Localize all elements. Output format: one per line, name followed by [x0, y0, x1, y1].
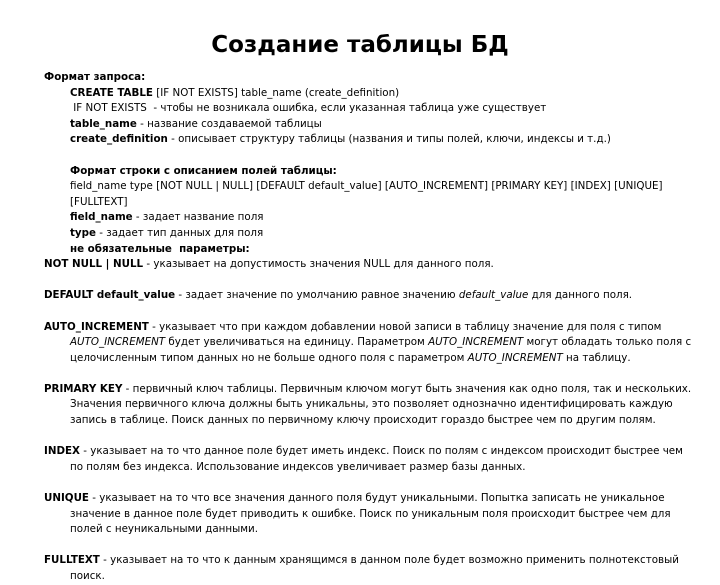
create-definition-desc: - описывает структуру таблицы (названия и типы полей, ключи, индексы и т.д.) [167, 133, 611, 146]
auto-increment-desc-b: будет увеличиваться на единицу. Параметром [165, 336, 429, 349]
table-name-line [44, 117, 694, 133]
fulltext-paragraph [44, 553, 694, 584]
auto-increment-desc-a: - указывает что при каждом добавлении новой записи в таблицу значение для поля с типом [148, 320, 662, 333]
spacer [44, 273, 694, 289]
optional-params-label: не обязательные параметры: [70, 242, 250, 255]
unique-desc: - указывает на то что все значения данного поля будут уникальными. Попытка записать не уникальное значение в данное поле будет приводить к ошибке. Поиск по уникальным поля происходит быстрее чем для полей с неуникальными данными. [70, 492, 671, 536]
auto-increment-italic-2: AUTO_INCREMENT [428, 336, 524, 349]
create-keyword: CREATE TABLE [70, 86, 153, 99]
unique-keyword: UNIQUE [44, 492, 89, 505]
type-line [44, 226, 694, 242]
spacer [44, 366, 694, 382]
field-syntax-2: [FULLTEXT] [70, 195, 128, 208]
primary-key-paragraph [44, 382, 694, 429]
not-null-line [44, 257, 694, 273]
field-syntax-1: field_name type [NOT NULL | NULL] [DEFAULT default_value] [AUTO_INCREMENT] [PRIMARY KEY] [INDEX] [UNIQUE] [70, 180, 663, 193]
default-line [44, 288, 694, 304]
table-name-keyword: table_name [70, 117, 137, 130]
create-definition-line [44, 132, 694, 148]
primary-key-desc: - первичный ключ таблицы. Первичным ключом могут быть значения как одно поля, так и нескольких. Значения первичного ключа должны быть уникальны, это позволяет однозначно идентифицировать каждую запись в таблице. Поиск данных по первичному ключу происходит гораздо быстрее чем по другим полям. [70, 382, 692, 427]
spacer [44, 304, 694, 320]
index-paragraph [44, 444, 694, 475]
not-null-desc: - указывает на допустимость значения NULL для данного поля. [143, 258, 494, 271]
table-name-desc: - название создаваемой таблицы [136, 117, 322, 130]
fulltext-desc: - указывает на то что к данным хранящимся в данном поле будет возможно применить полнотекстовый поиск. [70, 554, 679, 582]
create-syntax-rest: [IF NOT EXISTS] table_name (create_definition) [152, 86, 400, 99]
page-title: Создание таблицы БД [211, 32, 509, 58]
slide-body [44, 70, 694, 585]
if-not-exists-text: IF NOT EXISTS - чтобы не возникала ошибка, если указанная таблица уже существует [70, 102, 547, 115]
field-name-desc: - задает название поля [132, 211, 264, 224]
default-desc-a: - задает значение по умолчанию равное значению [175, 289, 459, 302]
type-desc: - задает тип данных для поля [96, 226, 264, 239]
field-name-keyword: field_name [70, 211, 133, 224]
field-format-label: Формат строки с описанием полей таблицы: [70, 164, 337, 177]
index-keyword: INDEX [44, 445, 80, 458]
field-syntax-line-1 [44, 179, 694, 195]
field-name-line [44, 210, 694, 226]
default-desc-b: для данного поля. [528, 289, 633, 302]
auto-increment-desc-c: могут обладать только поля с целочисленным типом данных но не больше одного поля с параметром [70, 336, 692, 364]
index-desc: - указывает на то что данное поле будет иметь индекс. Поиск по полям с индексом происходит быстрее чем по полям без индекса. Использование индексов увеличивает размер базы данных. [70, 445, 683, 473]
format-label-line [44, 70, 694, 86]
type-keyword: type [70, 226, 96, 239]
spacer [44, 429, 694, 445]
create-definition-keyword: create_definition [70, 133, 168, 146]
auto-increment-desc-d: на таблицу. [562, 351, 631, 364]
format-label: Формат запроса: [44, 71, 146, 83]
default-keyword: DEFAULT default_value [44, 289, 176, 302]
field-format-label-line [44, 164, 694, 180]
optional-params-line [44, 242, 694, 258]
not-null-keyword: NOT NULL | NULL [44, 258, 144, 271]
spacer [44, 148, 694, 164]
unique-paragraph [44, 491, 694, 538]
auto-increment-keyword: AUTO_INCREMENT [44, 320, 149, 333]
auto-increment-paragraph [44, 320, 694, 367]
fulltext-keyword: FULLTEXT [44, 554, 100, 567]
create-syntax-line [44, 86, 694, 102]
default-desc-italic: default_value [458, 289, 529, 302]
auto-increment-italic-1: AUTO_INCREMENT [70, 336, 166, 349]
primary-key-keyword: PRIMARY KEY [44, 382, 123, 395]
if-not-exists-line [44, 101, 694, 117]
field-syntax-line-2 [44, 195, 694, 211]
auto-increment-italic-3: AUTO_INCREMENT [467, 351, 563, 364]
spacer [44, 538, 694, 554]
spacer [44, 475, 694, 491]
